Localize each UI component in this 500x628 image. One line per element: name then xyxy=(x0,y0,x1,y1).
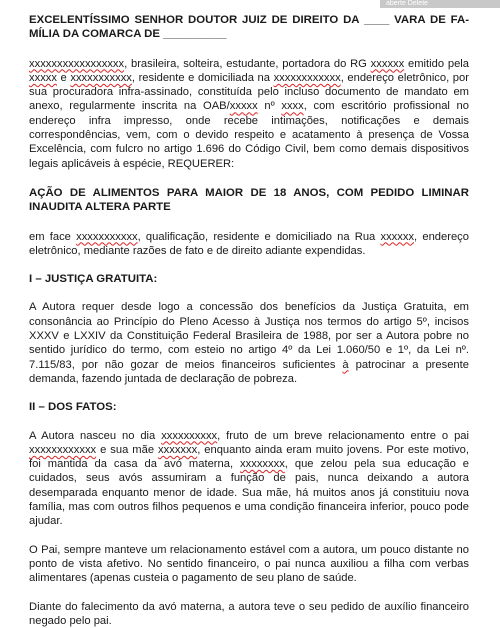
intro-paragraph xyxy=(29,57,469,171)
justice-text-1: A Autora requer desde logo a concessão dos benefícios da Justiça Gratuita, em consonância ao Princípio do Pleno Acesso à Justiça nos termos do artigo 5º, incisos XXXV e LXXIV da Constituição Federal Brasileira de 1988, por ser a Autora pobre no sentido jurídico do termo, com esteio no artigo 4º da Lei 1.060/50 e 1º, da Lei nº. 7.115/83, por não gozar de meios financeiros suficientes xyxy=(29,301,469,370)
placeholder-oab-number: xxxx xyxy=(281,100,303,112)
placeholder-address: xxxxxxxxxxxx xyxy=(274,72,341,84)
against-paragraph xyxy=(29,230,469,259)
placeholder-issuer: xxxxx xyxy=(29,72,57,84)
intro-text-4: , residente e domiciliada na xyxy=(132,72,274,84)
intro-text-6: nº xyxy=(258,100,282,112)
action-title: AÇÃO DE ALIMENTOS PARA MAIOR DE 18 ANOS, COM PEDIDO LIMINAR INAUDITA ALTERA PARTE xyxy=(29,186,469,215)
header-line-2: MÍLIA DA COMARCA DE __________ xyxy=(29,28,227,40)
placeholder-oab-state: xxxxx xyxy=(230,100,258,112)
placeholder-name: xxxxxxxxxxxxxxxxx xyxy=(29,58,124,70)
facts-text-4: , enquanto ainda eram muito jovens. Por este motivo, foi mantida da casa da avó materna, xyxy=(29,444,469,470)
placeholder-father: xxxxxxxxxxxx xyxy=(29,444,96,456)
justice-text-2: patrocinar a presente demanda, fazendo juntada de declaração de pobreza. xyxy=(29,359,469,385)
intro-text-5: , endereço eletrônico, por sua procuradora infra-assinado, constituída pelo incluso documento de mandato em anexo, regularmente inscrita na OAB/ xyxy=(29,72,469,113)
document-header xyxy=(29,13,469,42)
placeholder-defendant: xxxxxxxxxxx xyxy=(76,231,138,243)
against-text-1: em face xyxy=(29,231,76,243)
intro-text-7: , com escritório profissional no endereço infra impresso, onde recebe intimações, notificações e demais correspondências, vem, com o devido respeito e acatamento à presença de Vossa Excelência, com fulcro no artigo 1.696 do Código Civil, bem como demais dispositivos legais aplicáveis à espécie, REQUERER: xyxy=(29,100,469,169)
placeholder-birthdate: xxxxxxxxxx xyxy=(161,430,217,442)
header-line-1: EXCELENTÍSSIMO SENHOR DOUTOR JUIZ DE DIREITO DA ____ VARA DE FA- xyxy=(29,14,469,26)
toolbar-text: aberte Delete xyxy=(386,0,428,7)
placeholder-issuer-2: xxxxxxxxxxx xyxy=(70,72,132,84)
placeholder-street: xxxxxx xyxy=(380,231,414,243)
facts-text-1: A Autora nasceu no dia xyxy=(29,430,161,442)
flagged-word: à xyxy=(342,359,348,371)
placeholder-rg: xxxxxx xyxy=(371,58,405,70)
against-text-2: , qualificação, residente e domiciliado na Rua xyxy=(138,231,381,243)
section-heading-justice: I – JUSTIÇA GRATUITA: xyxy=(29,272,469,286)
facts-paragraph-2: O Pai, sempre manteve um relacionamento estável com a autora, um pouco distante no ponto de vista afetivo. No sentido financeiro, o pai nunca auxiliou a filha com verbas alimentares (apenas custeia o pagamento de seu plano de saúde. xyxy=(29,543,469,586)
facts-paragraph-1 xyxy=(29,429,469,529)
intro-text-3: e xyxy=(57,72,70,84)
toolbar-strip xyxy=(380,0,500,8)
placeholder-mother: xxxxxxx xyxy=(158,444,197,456)
intro-text-2: emitido pela xyxy=(404,58,469,70)
placeholder-grandmother: xxxxxxxx xyxy=(240,458,285,470)
facts-paragraph-3: Diante do falecimento da avó materna, a autora teve o seu pedido de auxílio financeiro negado pelo pai. xyxy=(29,600,469,628)
justice-paragraph xyxy=(29,300,469,386)
document-body xyxy=(29,13,469,628)
intro-text-1: , brasileira, solteira, estudante, portadora do RG xyxy=(124,58,371,70)
against-text-3: , endereço eletrônico, mediante razões de fato e de direito adiante expendidas. xyxy=(29,231,469,257)
facts-text-3: e sua mãe xyxy=(96,444,158,456)
facts-text-2: , fruto de um breve relacionamento entre o pai xyxy=(217,430,469,442)
facts-text-5: , que zelou pela sua educação e cuidados, seus avós assumiram a função de pais, nunca deixando a autora desemparada enquanto menor de idade. Sua mãe, há muitos anos já constituiu nova família, mas com outros filhos pequenos e uma condição financeira inferior, pouco pode ajudar. xyxy=(29,458,469,527)
section-heading-facts: II – DOS FATOS: xyxy=(29,400,469,414)
